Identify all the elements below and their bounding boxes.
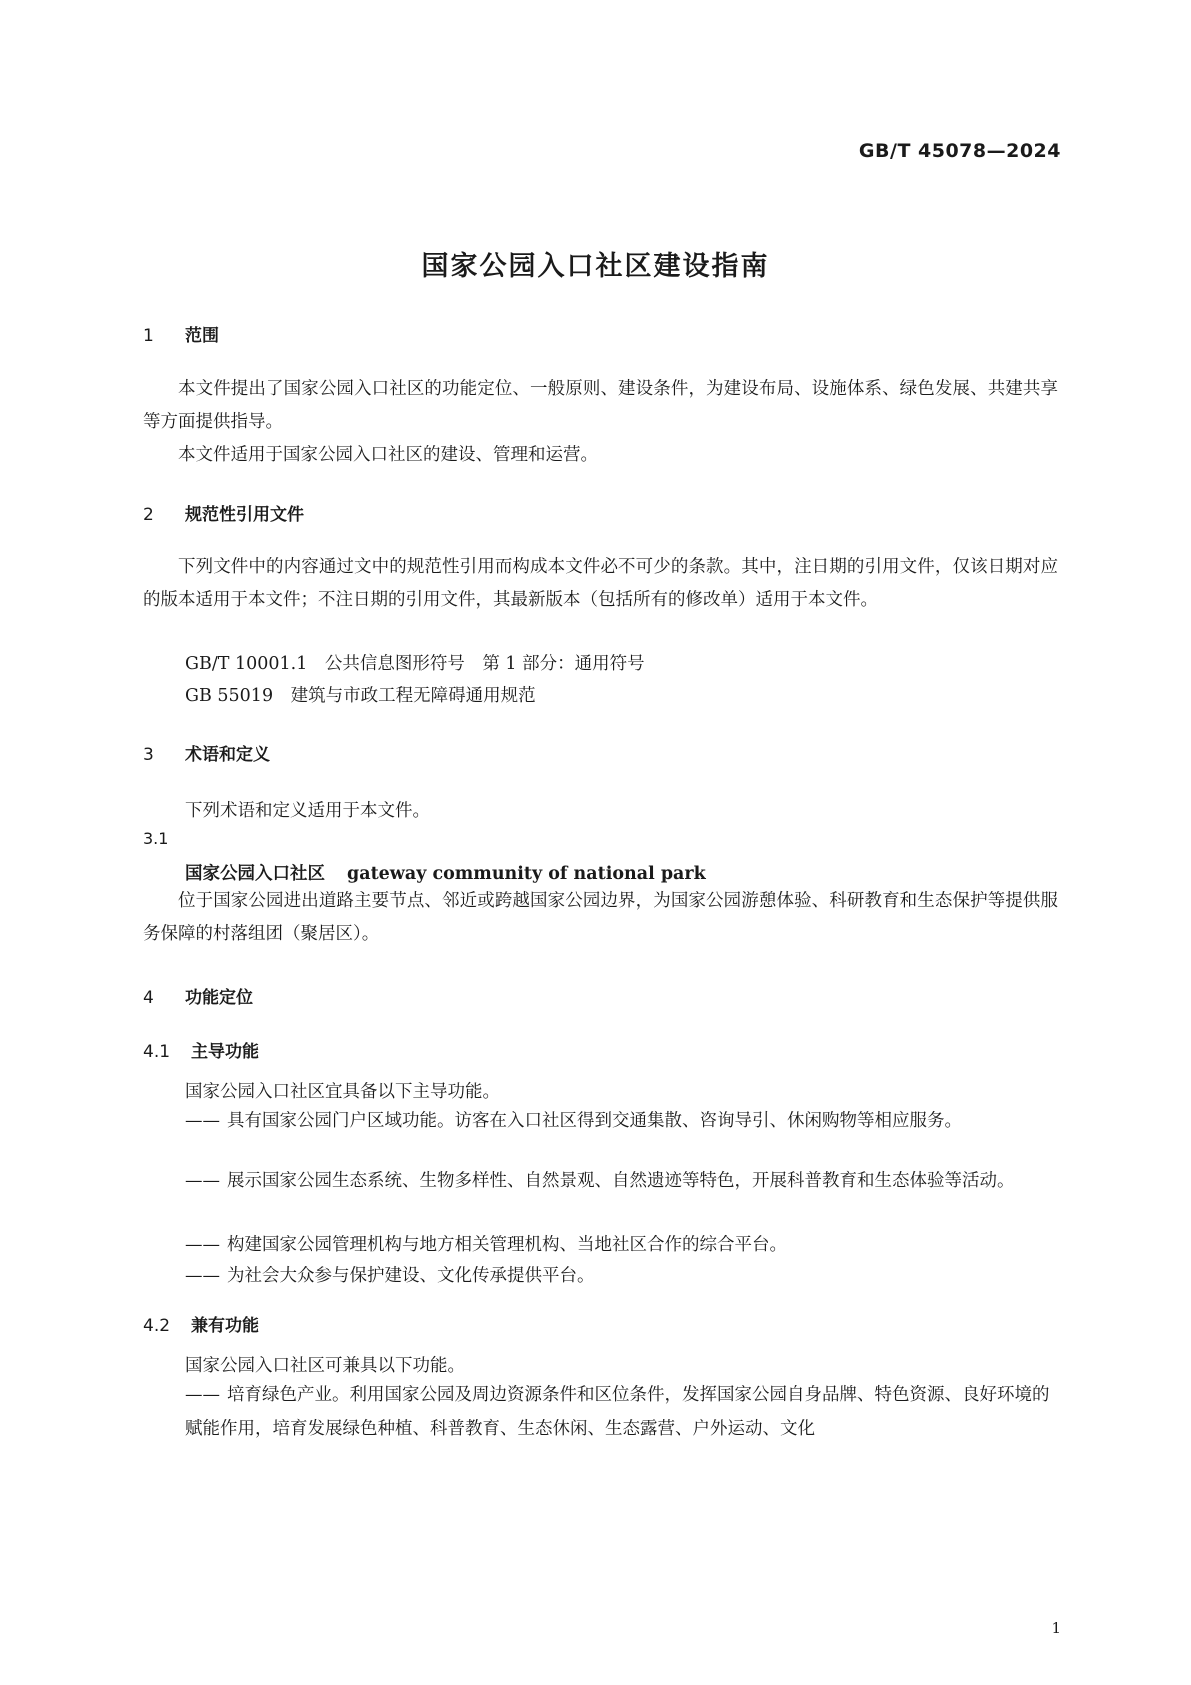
subsection-4-1-heading (143, 1037, 259, 1062)
section-number: 2 (143, 505, 154, 525)
list-item (185, 1259, 1058, 1293)
section-1-heading (143, 321, 219, 346)
standard-code: GB/T 45078—2024 (858, 140, 1061, 162)
normative-reference: GB/T 10001.1 公共信息图形符号 第 1 部分：通用符号 (185, 654, 645, 674)
term-chinese: 国家公园入口社区 (185, 864, 325, 884)
section-number: 4 (143, 988, 154, 1008)
list-item-text: 构建国家公园管理机构与地方相关管理机构、当地社区合作的综合平台。 (227, 1235, 787, 1255)
list-item-text: 为社会大众参与保护建设、文化传承提供平台。 (227, 1266, 595, 1286)
section-2-heading (143, 500, 304, 525)
paragraph: 本文件提出了国家公园入口社区的功能定位、一般原则、建设条件，为建设布局、设施体系、绿色发展、共建共享等方面提供指导。 (143, 379, 1058, 432)
section-title: 范围 (185, 326, 219, 346)
document-title: 国家公园入口社区建设指南 (421, 251, 770, 282)
list-item (185, 1164, 1058, 1198)
paragraph: 下列文件中的内容通过文中的规范性引用而构成本文件必不可少的条款。其中，注日期的引用文件，仅该日期对应的版本适用于本文件；不注日期的引用文件，其最新版本（包括所有的修改单）适用于本文件。 (143, 557, 1058, 610)
section-number: 1 (143, 326, 154, 346)
section-title: 功能定位 (185, 988, 253, 1008)
term-number: 3.1 (143, 829, 169, 848)
list-item (185, 1378, 1058, 1446)
section-number: 3 (143, 745, 154, 765)
term-definition: 位于国家公园进出道路主要节点、邻近或跨越国家公园边界，为国家公园游憩体验、科研教育和生态保护等提供服务保障的村落组团（聚居区）。 (143, 891, 1058, 944)
dash-bullet: —— (185, 1385, 220, 1405)
section-title: 规范性引用文件 (185, 505, 304, 525)
subsection-number: 4.2 (143, 1316, 171, 1336)
paragraph: 国家公园入口社区宜具备以下主导功能。 (185, 1082, 500, 1102)
normative-reference: GB 55019 建筑与市政工程无障碍通用规范 (185, 686, 536, 706)
dash-bullet: —— (185, 1111, 220, 1131)
list-item (185, 1104, 1058, 1138)
dash-bullet: —— (185, 1171, 220, 1191)
paragraph: 本文件适用于国家公园入口社区的建设、管理和运营。 (178, 445, 598, 465)
subsection-4-2-heading (143, 1311, 259, 1336)
subsection-title: 主导功能 (191, 1042, 259, 1062)
page-number: 1 (1051, 1619, 1061, 1637)
subsection-title: 兼有功能 (191, 1316, 259, 1336)
dash-bullet: —— (185, 1266, 220, 1286)
section-3-heading (143, 740, 270, 765)
term-entry (185, 860, 706, 885)
list-item (185, 1228, 1058, 1262)
paragraph: 国家公园入口社区可兼具以下功能。 (185, 1356, 465, 1376)
section-title: 术语和定义 (185, 745, 270, 765)
term-english: gateway community of national park (347, 864, 706, 884)
list-item-text: 培育绿色产业。利用国家公园及周边资源条件和区位条件，发挥国家公园自身品牌、特色资源、良好环境的赋能作用，培育发展绿色种植、科普教育、生态休闲、生态露营、户外运动、文化 (185, 1385, 1050, 1439)
subsection-number: 4.1 (143, 1042, 171, 1062)
section-4-heading (143, 983, 253, 1008)
list-item-text: 具有国家公园门户区域功能。访客在入口社区得到交通集散、咨询导引、休闲购物等相应服务。 (227, 1111, 962, 1131)
paragraph: 下列术语和定义适用于本文件。 (185, 801, 430, 821)
dash-bullet: —— (185, 1235, 220, 1255)
list-item-text: 展示国家公园生态系统、生物多样性、自然景观、自然遗迹等特色，开展科普教育和生态体验等活动。 (227, 1171, 1015, 1191)
